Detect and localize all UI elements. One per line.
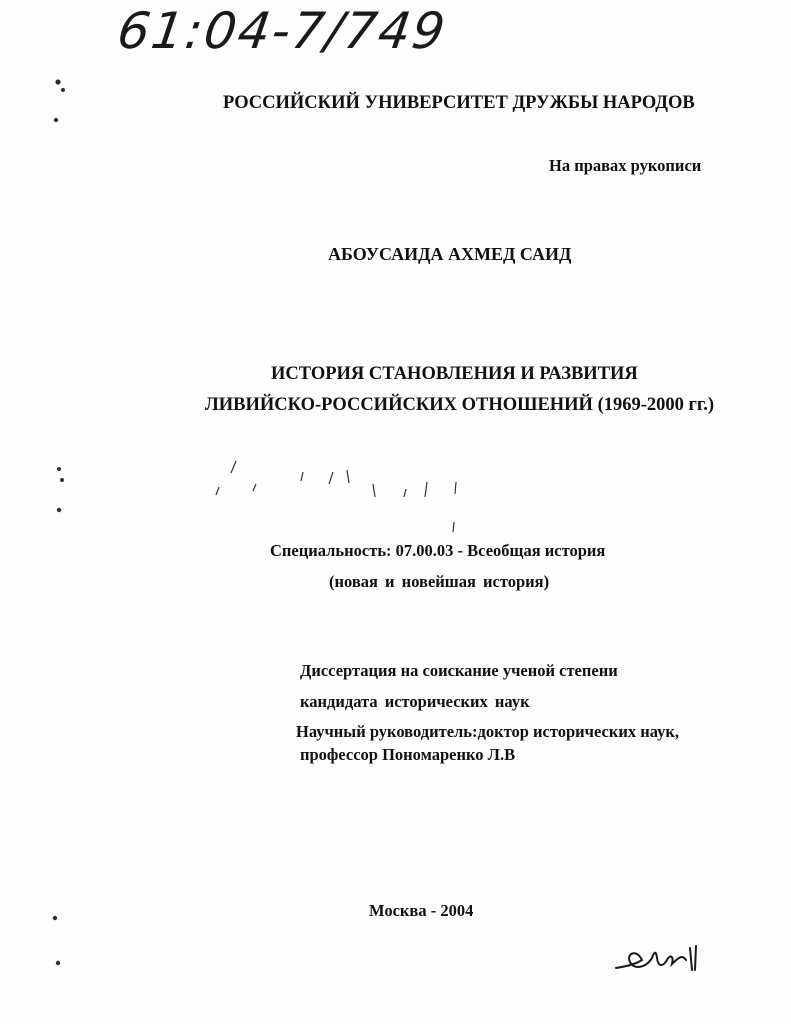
scan-speck bbox=[54, 118, 57, 121]
specialty-line-2: (новая и новейшая история) bbox=[329, 572, 550, 591]
thesis-title-line-1: ИСТОРИЯ СТАНОВЛЕНИЯ И РАЗВИТИЯ bbox=[271, 364, 638, 384]
scan-speck bbox=[58, 468, 61, 471]
scan-stroke bbox=[231, 461, 236, 473]
scan-speck bbox=[56, 961, 59, 964]
thesis-title-line-2: ЛИВИЙСКО-РОССИЙСКИХ ОТНОШЕНИЙ (1969-2000 гг.) bbox=[205, 395, 715, 415]
scan-speck bbox=[61, 479, 64, 482]
archive-code-handwritten: 61:04-7/749 bbox=[113, 2, 451, 60]
scan-stroke bbox=[216, 487, 219, 495]
dissertation-line-2: кандидата исторических наук bbox=[300, 692, 530, 711]
scan-stroke bbox=[329, 472, 333, 484]
scan-stroke bbox=[455, 482, 456, 494]
scan-stroke bbox=[347, 470, 349, 483]
scan-speck bbox=[62, 89, 65, 92]
scan-stroke bbox=[425, 482, 427, 497]
supervisor-line-2: профессор Пономаренко Л.В bbox=[300, 745, 516, 764]
scan-stroke bbox=[373, 484, 375, 497]
manuscript-rights-note: На правах рукописи bbox=[549, 156, 702, 175]
signature-mark bbox=[612, 940, 712, 980]
city-year: Москва - 2004 bbox=[369, 901, 474, 920]
scan-stroke bbox=[253, 484, 256, 491]
university-name: РОССИЙСКИЙ УНИВЕРСИТЕТ ДРУЖБЫ НАРОДОВ bbox=[223, 93, 695, 113]
scan-stroke bbox=[301, 472, 303, 481]
scan-speck bbox=[56, 80, 60, 84]
scan-speck bbox=[57, 508, 60, 511]
author-name: АБОУСАИДА АХМЕД САИД bbox=[328, 244, 572, 264]
scan-speck bbox=[53, 916, 56, 919]
scan-stroke bbox=[404, 489, 406, 497]
scan-stroke bbox=[453, 522, 454, 532]
specialty-line-1: Специальность: 07.00.03 - Всеобщая история bbox=[270, 541, 606, 560]
supervisor-line-1: Научный руководитель:доктор исторических наук, bbox=[296, 722, 680, 741]
dissertation-line-1: Диссертация на соискание ученой степени bbox=[300, 661, 618, 680]
